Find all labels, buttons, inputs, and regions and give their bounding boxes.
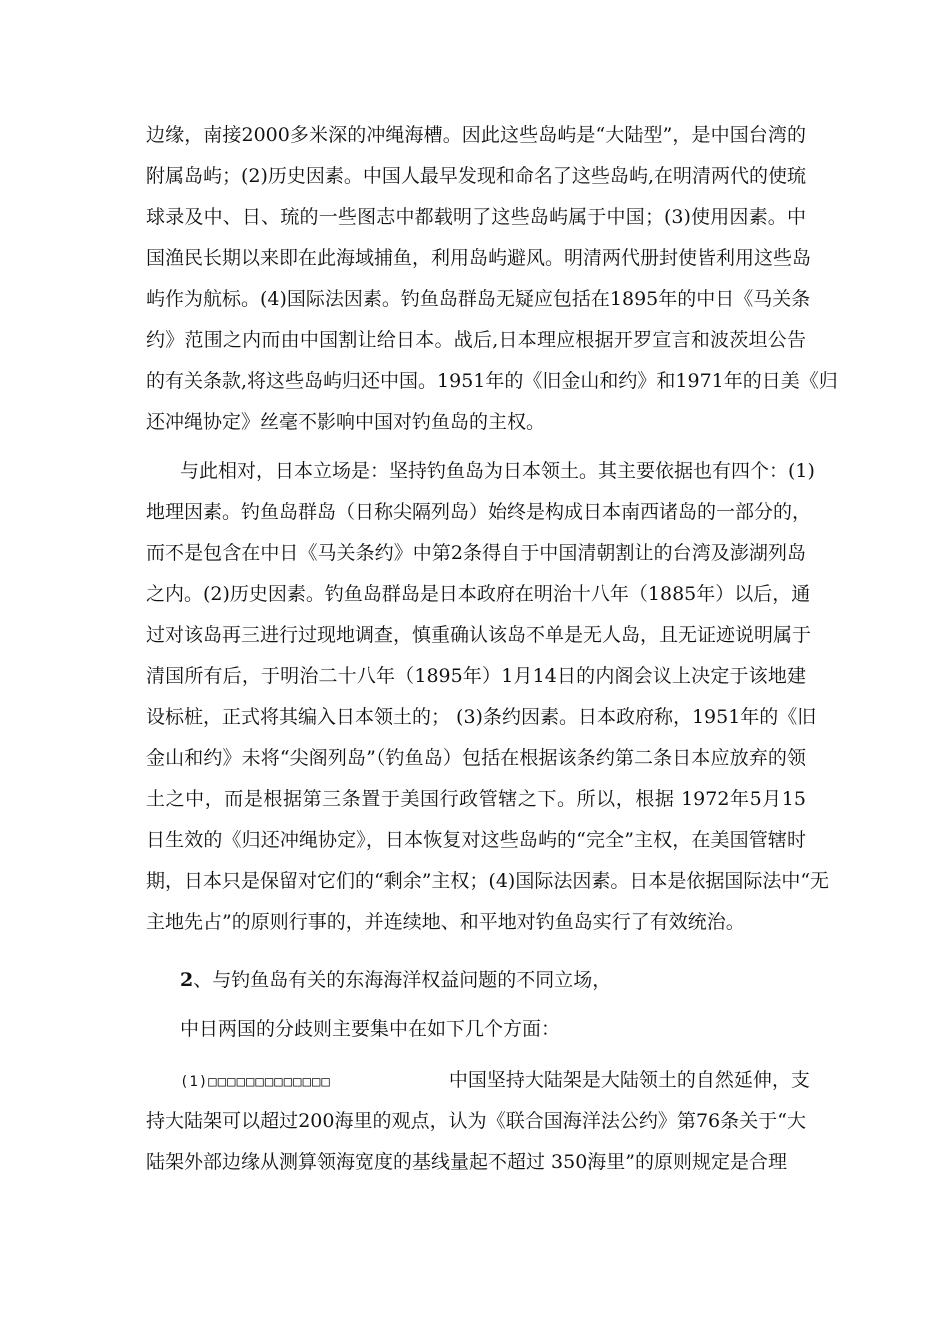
section-heading bbox=[180, 968, 806, 992]
text-line: 主地先占”的原则行事的，并连续地、和平地对钓鱼岛实行了有效统治。 bbox=[146, 911, 745, 933]
text-line: 土之中，而是根据第三条置于美国行政管辖之下。所以，根据 1972年5月15 bbox=[146, 788, 806, 810]
text-line: 而不是包含在中日《马关条约》中第2条得自于中国清朝割让的台湾及澎湖列岛 bbox=[146, 542, 806, 564]
text-line: 陆架外部边缘从测算领海宽度的基线量起不超过 350海里”的原则规定是合理 bbox=[146, 1151, 788, 1173]
text-line: 球录及中、日、琉的一些图志中都载明了这些岛屿属于中国；(3)使用因素。中 bbox=[146, 206, 806, 228]
text-line: 的有关条款,将这些岛屿归还中国。1951年的《旧金山和约》和1971年的日美《归 bbox=[146, 370, 838, 392]
text-line: 还冲绳协定》丝毫不影响中国对钓鱼岛的主权。 bbox=[146, 411, 546, 433]
text-line: 期，日本只是保留对它们的“剩余”主权；(4)国际法因素。日本是依据国际法中“无 bbox=[146, 870, 830, 892]
text-line: 屿作为航标。(4)国际法因素。钓鱼岛群岛无疑应包括在1895年的中日《马关条 bbox=[146, 288, 811, 310]
list-item-line bbox=[180, 1068, 810, 1094]
text-line: 与此相对，日本立场是：坚持钓鱼岛为日本领土。其主要依据也有四个：(1) bbox=[180, 460, 815, 482]
text-line: 过对该岛再三进行过现地调查，慎重确认该岛不单是无人岛，且无证迹说明属于 bbox=[146, 624, 812, 646]
list-item-text: 中国坚持大陆架是大陆领土的自然延伸，支 bbox=[448, 1069, 810, 1091]
text-line: 约》范围之内而由中国割让给日本。战后,日本理应根据开罗宣言和波茨坦公告 bbox=[146, 329, 806, 351]
text-line: 清国所有后，于明治二十八年（1895年）1月14日的内阁会议上决定于该地建 bbox=[146, 665, 806, 687]
text-line: 边缘，南接2000多米深的冲绳海槽。因此这些岛屿是“大陆型”，是中国台湾的 bbox=[146, 124, 806, 146]
section-heading-number: 2 bbox=[180, 969, 194, 991]
text-line: 中日两国的分歧则主要集中在如下几个方面： bbox=[180, 1018, 561, 1040]
list-item-marker: (1)□□□□□□□□□□□□□ bbox=[180, 1074, 331, 1090]
text-line: 之内。(2)历史因素。钓鱼岛群岛是日本政府在明治十八年（1885年）以后，通 bbox=[146, 583, 811, 605]
text-line: 日生效的《归还冲绳协定》，日本恢复对这些岛屿的“完全”主权，在美国管辖时 bbox=[146, 829, 806, 851]
text-line: 持大陆架可以超过200海里的观点，认为《联合国海洋法公约》第76条关于“大 bbox=[146, 1110, 806, 1132]
text-line: 设标桩，正式将其编入日本领土的； (3)条约因素。日本政府称，1951年的《旧 bbox=[146, 706, 817, 728]
section-heading-text: 、与钓鱼岛有关的东海海洋权益问题的不同立场， bbox=[193, 969, 612, 991]
text-line: 地理因素。钓鱼岛群岛（日称尖隔列岛）始终是构成日本南西诸岛的一部分的， bbox=[146, 501, 812, 523]
text-line: 金山和约》未将“尖阁列岛”（钓鱼岛）包括在根据该条约第二条日本应放弃的领 bbox=[146, 747, 806, 769]
text-line: 国渔民长期以来即在此海域捕鱼，利用岛屿避风。明清两代册封使皆利用这些岛 bbox=[146, 247, 812, 269]
text-line: 附属岛屿；(2)历史因素。中国人最早发现和命名了这些岛屿,在明清两代的使琉 bbox=[146, 165, 806, 187]
